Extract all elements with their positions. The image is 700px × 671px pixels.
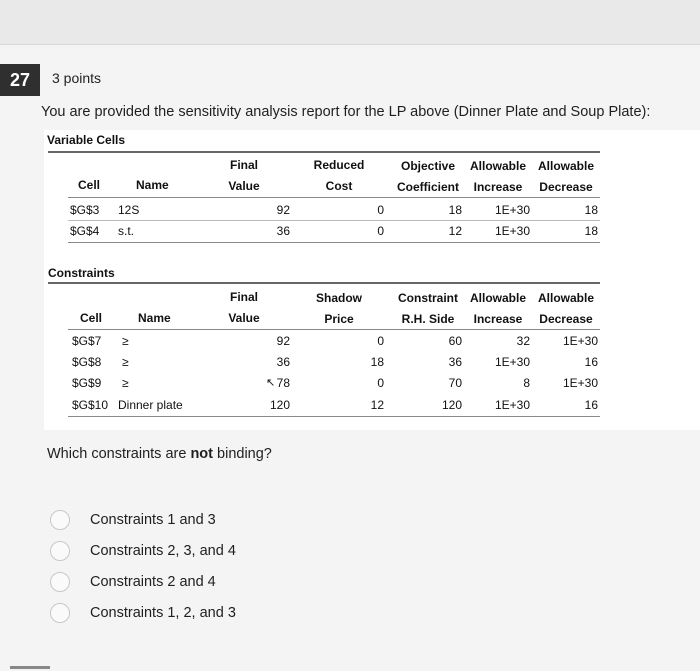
- vc-row-final: 92: [276, 203, 290, 217]
- answer-option-label: Constraints 1 and 3: [90, 512, 216, 528]
- vc-row-name: 12S: [118, 203, 140, 217]
- cs-header-increase-2: Increase: [473, 312, 523, 326]
- vc-row-objective: 12: [448, 224, 462, 238]
- question-intro: You are provided the sensitivity analysis report for the LP above (Dinner Plate and Soup Plate):: [41, 104, 651, 120]
- prompt-text-bold: not: [190, 446, 213, 462]
- cs-row-cell: $G$8: [72, 355, 102, 369]
- top-header-area: [0, 0, 700, 44]
- vc-bottom-rule: [68, 242, 600, 243]
- vc-row-final: 36: [276, 224, 290, 238]
- cs-row-shadow: 12: [370, 398, 384, 412]
- cs-row-rhs: 70: [448, 376, 462, 390]
- cs-row-cell: $G$9: [72, 376, 102, 390]
- cs-header-rhs-2: R.H. Side: [401, 312, 455, 326]
- cs-header-rhs-1: Constraint: [398, 291, 458, 305]
- prompt-text-1: Which constraints are: [47, 446, 191, 462]
- variable-cells-top-rule: [48, 151, 600, 153]
- answer-option-label: Constraints 2 and 4: [90, 574, 216, 590]
- vc-row-decrease: 18: [584, 203, 598, 217]
- cs-row-increase: 32: [516, 334, 530, 348]
- cs-row-final: 92: [276, 334, 290, 348]
- constraints-top-rule: [48, 282, 600, 284]
- radio-button[interactable]: [50, 541, 70, 561]
- vc-header-final-2: Value: [228, 179, 260, 193]
- variable-cells-title: Variable Cells: [47, 133, 126, 147]
- cs-row-shadow: 0: [377, 376, 384, 390]
- cs-bottom-rule: [68, 416, 600, 417]
- radio-button[interactable]: [50, 603, 70, 623]
- cs-header-increase-1: Allowable: [469, 291, 526, 305]
- answer-option-label: Constraints 2, 3, and 4: [90, 543, 236, 559]
- cs-row-cell: $G$10: [72, 398, 109, 412]
- vc-row-increase: 1E+30: [494, 224, 530, 238]
- cs-row-rhs: 36: [448, 355, 462, 369]
- cs-header-name: Name: [138, 311, 171, 325]
- vc-row-reduced: 0: [377, 224, 384, 238]
- answer-option-2[interactable]: [50, 539, 236, 563]
- vc-header-objective-1: Objective: [400, 159, 456, 173]
- vc-header-decrease-2: Decrease: [539, 180, 593, 194]
- bottom-scroll-indicator: [10, 666, 50, 669]
- vc-header-cell: Cell: [78, 178, 101, 192]
- cs-row-shadow: 18: [370, 355, 384, 369]
- top-divider: [0, 44, 700, 45]
- vc-header-rule: [68, 197, 600, 198]
- constraints-title: Constraints: [48, 266, 115, 280]
- cs-row-rhs: 60: [448, 334, 462, 348]
- sensitivity-report: [44, 130, 700, 430]
- cs-row-decrease: 16: [584, 355, 598, 369]
- vc-row-name: s.t.: [118, 224, 135, 238]
- mouse-pointer-icon: ↖: [266, 377, 276, 389]
- cs-header-final-1: Final: [229, 290, 258, 304]
- question-points: 3 points: [52, 70, 102, 86]
- vc-header-final-1: Final: [229, 158, 258, 172]
- cs-header-shadow-2: Price: [324, 312, 354, 326]
- vc-row-rule: [68, 220, 600, 221]
- question-prompt: [47, 446, 272, 462]
- vc-header-increase-2: Increase: [473, 180, 523, 194]
- vc-row-cell: $G$3: [70, 203, 100, 217]
- cs-row-shadow: 0: [377, 334, 384, 348]
- vc-header-reduced-2: Cost: [325, 179, 353, 193]
- question-number: 27: [9, 69, 31, 90]
- cs-row-name: ≥: [122, 355, 129, 369]
- cs-row-decrease: 16: [584, 398, 598, 412]
- vc-row-increase: 1E+30: [494, 203, 530, 217]
- vc-header-reduced-1: Reduced: [313, 158, 365, 172]
- cs-row-rhs: 120: [441, 398, 462, 412]
- cs-row-increase: 8: [523, 376, 530, 390]
- vc-header-decrease-1: Allowable: [537, 159, 594, 173]
- question-number-badge: [0, 64, 40, 96]
- vc-header-name: Name: [136, 178, 169, 192]
- radio-button[interactable]: [50, 510, 70, 530]
- cs-row-final: 78: [276, 376, 290, 390]
- cs-row-cell: $G$7: [72, 334, 102, 348]
- cs-header-rule: [68, 329, 600, 330]
- cs-row-increase: 1E+30: [494, 398, 530, 412]
- cs-header-decrease-2: Decrease: [539, 312, 593, 326]
- cs-row-name: ≥: [122, 376, 129, 390]
- vc-row-objective: 18: [448, 203, 462, 217]
- answer-option-3[interactable]: [50, 570, 216, 594]
- answer-option-label: Constraints 1, 2, and 3: [90, 605, 236, 621]
- prompt-text-2: binding?: [213, 446, 272, 462]
- answer-option-4[interactable]: [50, 601, 236, 625]
- vc-row-decrease: 18: [584, 224, 598, 238]
- cs-header-decrease-1: Allowable: [537, 291, 594, 305]
- cs-row-name: ≥: [122, 334, 129, 348]
- vc-row-reduced: 0: [377, 203, 384, 217]
- cs-row-decrease: 1E+30: [562, 376, 598, 390]
- radio-button[interactable]: [50, 572, 70, 592]
- cs-row-name: Dinner plate: [118, 398, 183, 412]
- answer-option-1[interactable]: [50, 508, 216, 532]
- cs-header-cell: Cell: [80, 311, 103, 325]
- vc-header-objective-2: Coefficient: [396, 180, 459, 194]
- cs-row-increase: 1E+30: [494, 355, 530, 369]
- cs-row-decrease: 1E+30: [562, 334, 598, 348]
- cs-header-shadow-1: Shadow: [315, 291, 362, 305]
- cs-row-final: 36: [276, 355, 290, 369]
- vc-row-cell: $G$4: [70, 224, 100, 238]
- cs-header-final-2: Value: [228, 311, 260, 325]
- vc-header-increase-1: Allowable: [469, 159, 526, 173]
- cs-row-final: 120: [269, 398, 290, 412]
